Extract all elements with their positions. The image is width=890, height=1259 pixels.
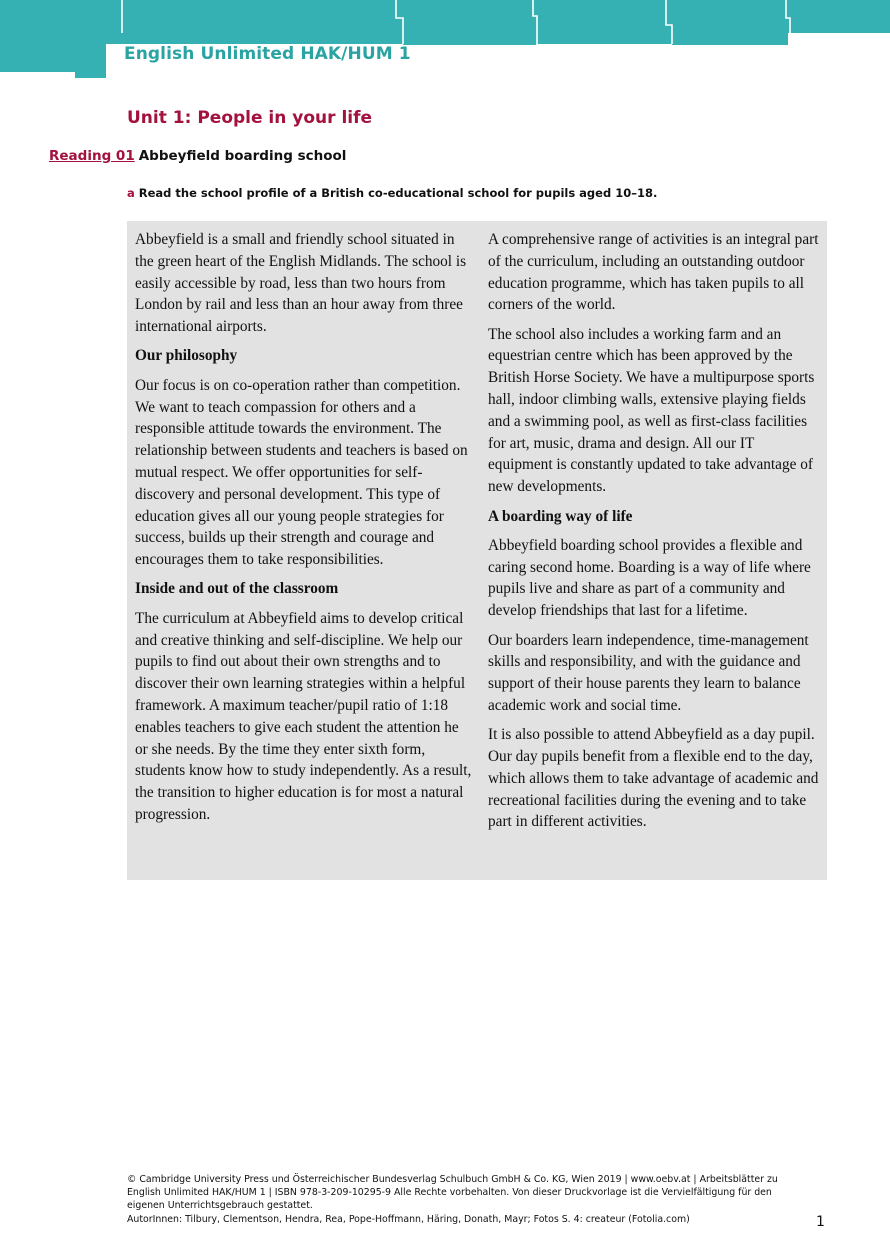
intro-paragraph: Abbeyfield is a small and friendly school situated in the green heart of the English Midlands. The school is easily accessible by road, less than two hours from London by rail and less than an hour away from three international airports. xyxy=(135,231,467,336)
task-text: Read the school profile of a British co-educational school for pupils aged 10–18. xyxy=(138,186,658,200)
header-banner xyxy=(0,0,890,80)
activities-paragraph: A comprehensive range of activities is an integral part of the curriculum, including an outstanding outdoor education programme, which has taken pupils to all corners of the world. xyxy=(488,231,819,314)
profile-right-column xyxy=(488,229,820,841)
copyright-line: eigenen Unterrichtsgebrauch gestattet. xyxy=(127,1200,313,1212)
reading-title: Abbeyfield boarding school xyxy=(138,148,347,164)
classroom-heading: Inside and out of the classroom xyxy=(135,580,339,598)
school-profile-box xyxy=(127,221,827,880)
boarding-heading: A boarding way of life xyxy=(488,507,633,525)
boarders-paragraph: Our boarders learn independence, time-management skills and responsibility, and with the guidance and support of their house parents they learn to balance academic work and social time. xyxy=(488,631,809,714)
philosophy-heading: Our philosophy xyxy=(135,347,238,365)
copyright-footer xyxy=(127,1173,817,1226)
copyright-line: English Unlimited HAK/HUM 1 | ISBN 978-3-209-10295-9 Alle Rechte vorbehalten. Von dieser Druckvorlage ist die Vervielfältigung für den xyxy=(127,1187,772,1199)
facilities-paragraph: The school also includes a working farm and an equestrian centre which has been approved by the British Horse Society. We have a multipurpose sports hall, indoor climbing walls, extensive playing fields and a swimming pool, as well as first-class facilities for art, music, drama and design. All our IT equipment is constantly updated to take advantage of new developments. xyxy=(488,325,815,496)
reading-label: Reading 01 xyxy=(49,148,135,164)
copyright-line: © Cambridge University Press und Österreichischer Bundesverlag Schulbuch GmbH & Co. KG, Wien 2019 | www.oebv.at | Arbeitsblätter zu xyxy=(127,1174,778,1185)
boarding-paragraph: Abbeyfield boarding school provides a flexible and caring second home. Boarding is a way of life where pupils live and share as part of a community and develop friendships that last for a lifetime. xyxy=(488,536,811,620)
authors-line: AutorInnen: Tilbury, Clementson, Hendra, Rea, Pope-Hoffmann, Häring, Donath, Mayr; Fotos S. 4: createur (Fotolia.com) xyxy=(127,1213,690,1225)
philosophy-paragraph: Our focus is on co-operation rather than competition. We want to teach compassion for others and a responsible attitude towards the environment. The relationship between students and teachers is based on mutual respect. We offer opportunities for self-discovery and personal development. This type of education gives all our young people strategies for success, builds up their strength and courage and encourages them to take responsibilities. xyxy=(135,376,468,569)
day-pupil-paragraph: It is also possible to attend Abbeyfield as a day pupil. Our day pupils benefit from a flexible end to the day, which allows them to take advantage of academic and recreational facilities during the evening and to take part in different activities. xyxy=(488,726,819,831)
reading-heading xyxy=(49,148,346,164)
book-title: English Unlimited HAK/HUM 1 xyxy=(124,44,411,64)
classroom-paragraph: The curriculum at Abbeyfield aims to develop critical and creative thinking and self-discipline. We help our pupils to find out about their own strengths and to discover their own learning strategies within a helpful framework. A maximum teacher/pupil ratio of 1:18 enables teachers to give each student the attention he or she needs. By the time they enter sixth form, students know how to study independently. As a result, the transition to higher education is for most a natural progression. xyxy=(135,609,472,823)
unit-title: Unit 1: People in your life xyxy=(127,108,373,128)
task-letter: a xyxy=(127,186,135,200)
profile-left-column xyxy=(135,229,475,833)
page-number: 1 xyxy=(816,1214,825,1230)
task-instruction xyxy=(127,186,657,200)
